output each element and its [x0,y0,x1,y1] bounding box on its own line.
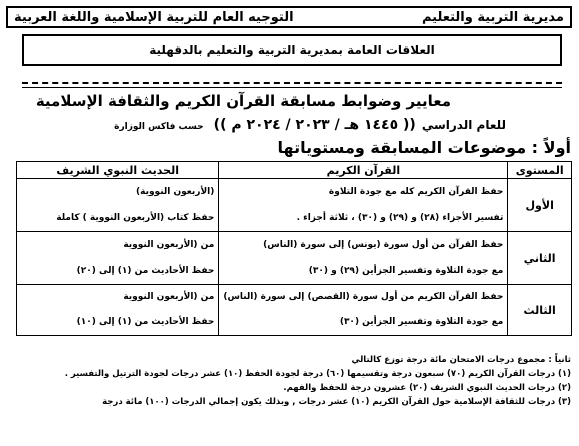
table-header-row [17,162,572,179]
competition-levels-table [16,161,572,336]
document-title: معايير وضوابط مسابقة القرآن الكريم والثقافة الإسلامية [35,92,451,110]
section-two [11,353,571,409]
hadith-cell [17,232,219,285]
level-cell: الثاني [508,232,572,285]
fax-note: حسب فاكس الوزارة [114,122,204,132]
hadith-cell [17,285,219,336]
level-cell: الأول [508,179,572,232]
hadith-line: (الأربعون النووية) [136,187,215,197]
header-level: المستوى [508,162,572,179]
guidance-name: التوجيه العام للتربية الإسلامية واللغة العربية [14,9,294,25]
quran-cell [219,179,508,232]
quran-line: حفظ القرآن الكريم من أول سورة (القصص) إلى سورة (الناس) [223,292,504,302]
level-cell: الثالث [508,285,572,336]
separator-line [22,82,562,88]
header-quran: القرآن الكريم [219,162,508,179]
grade-item: (٢) درجات الحديث النبوي الشريف (٢٠) عشرون درجة للحفظ والفهم. [283,383,571,393]
hadith-line: من (الأربعون النووية [123,292,215,302]
directorate-name: مديرية التربية والتعليم [421,9,564,25]
hadith-line: من (الأربعون النووية [123,240,215,250]
table-row [17,285,572,336]
quran-cell [219,285,508,336]
quran-line: حفظ القرآن من أول سورة (يونس) إلى سورة (الناس) [263,240,504,250]
grade-item: (٣) درجات للثقافة الإسلامية حول القرآن الكريم (١٠) عشر درجات , وبذلك يكون إجمالي الدرجات (١٠٠) مائة درجة [102,397,571,407]
header-hadith: الحديث النبوي الشريف [17,162,219,179]
hadith-line: حفظ الأحاديث من (١) إلى (١٠) [76,317,215,327]
quran-line: حفظ القرآن الكريم كله مع جودة التلاوة [328,187,504,197]
section-one-heading: أولاً : موضوعات المسابقة ومستوياتها [277,138,571,157]
hadith-cell [17,179,219,232]
table-row [17,232,572,285]
public-relations-banner [22,34,562,66]
hadith-line: حفظ كتاب (الأربعون النووية ) كاملة [56,213,215,223]
table-row [17,179,572,232]
quran-cell [219,232,508,285]
year-label: للعام الدراسي [421,118,506,132]
relations-text: العلاقات العامة بمديرية التربية والتعليم بالدقهلية [149,43,435,57]
academic-year-line [36,117,506,133]
quran-line: مع جودة التلاوة وتفسير الجزأين (٢٩) و (٣٠) [308,266,504,276]
top-header [6,6,572,28]
section-two-heading: ثانياً : مجموع درجات الامتحان مائة درجة توزع كالتالي [351,355,571,365]
year-value: (( ١٤٤٥ هـ / ٢٠٢٣ / ٢٠٢٤ م )) [213,117,416,133]
quran-line: مع جودة التلاوة وتفسير الجزأين (٣٠) [339,317,504,327]
quran-line: تفسير الأجزاء (٢٨) و (٢٩) و (٣٠) ، ثلاثة أجزاء . [296,213,504,223]
hadith-line: حفظ الأحاديث من (١) إلى (٢٠) [76,266,215,276]
grade-item: (١) درجات القرآن الكريم (٧٠) سبعون درجة وتقسيمها (٦٠) درجة لجودة الحفظ (١٠) عشر درجات لجودة الترتيل والتفسير . [64,369,571,379]
